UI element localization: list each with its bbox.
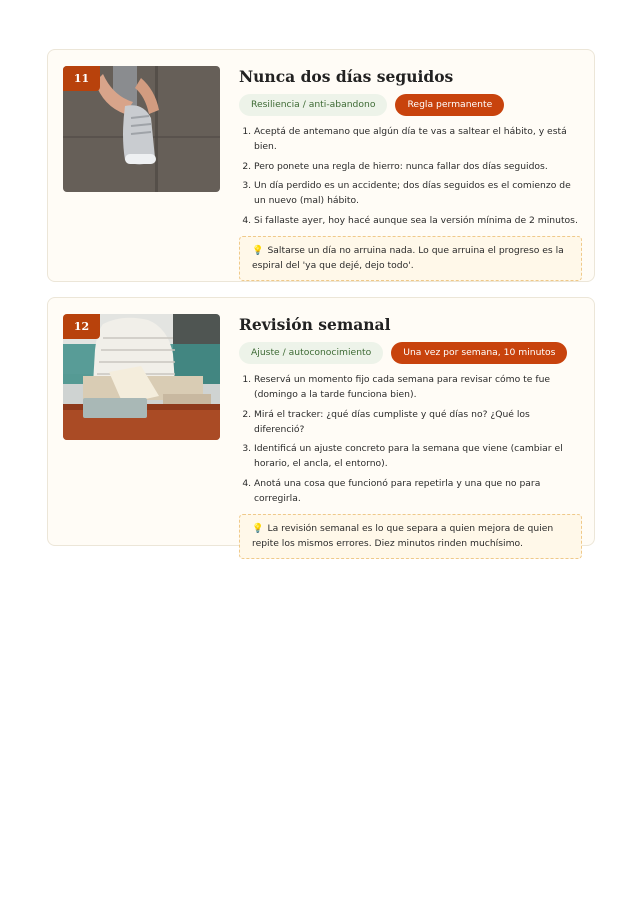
step-item: 3. Identificá un ajuste concreto para la semana que viene (cambiar el horario, el ancla, el entorno). — [254, 441, 582, 471]
step-item: 3. Un día perdido es un accidente; dos días seguidos es el comienzo de un nuevo (mal) hábito. — [254, 178, 582, 208]
tag-row — [239, 342, 582, 364]
lightbulb-icon: 💡 — [252, 522, 264, 534]
lightbulb-icon: 💡 — [252, 244, 264, 256]
card-content — [239, 312, 582, 559]
tip-text: La revisión semanal es lo que separa a quien mejora de quien repite los mismos errores. Diez minutos rinden muchísimo. — [252, 522, 554, 549]
tag-row — [239, 94, 582, 116]
step-item: 4. Si fallaste ayer, hoy hacé aunque sea la versión mínima de 2 minutos. — [254, 213, 582, 228]
category-tag: Resiliencia / anti-abandono — [239, 94, 387, 116]
step-item: 2. Mirá el tracker: ¿qué días cumpliste y qué días no? ¿Qué los diferenció? — [254, 407, 582, 437]
tip-text: Saltarse un día no arruina nada. Lo que arruina el progreso es la espiral del 'ya que dejé, dejo todo'. — [252, 244, 564, 271]
card-number-badge: 12 — [63, 314, 100, 339]
step-item: 4. Anotá una cosa que funcionó para repetirla y una que no para corregirla. — [254, 476, 582, 506]
habit-card — [47, 297, 595, 549]
steps-list — [239, 124, 582, 228]
frequency-tag: Una vez por semana, 10 minutos — [391, 342, 567, 364]
tip-box — [239, 514, 582, 559]
step-item: 1. Reservá un momento fijo cada semana para revisar cómo te fue (domingo a la tarde funciona bien). — [254, 372, 582, 402]
frequency-tag: Regla permanente — [395, 94, 504, 116]
step-item: 1. Aceptá de antemano que algún día te vas a saltear el hábito, y está bien. — [254, 124, 582, 154]
card-title: Nunca dos días seguidos — [239, 67, 454, 86]
card-number-badge: 11 — [63, 66, 100, 91]
steps-list — [239, 372, 582, 506]
category-tag: Ajuste / autoconocimiento — [239, 342, 383, 364]
habit-card — [47, 49, 595, 282]
card-title: Revisión semanal — [239, 315, 391, 334]
step-item: 2. Pero ponete una regla de hierro: nunca fallar dos días seguidos. — [254, 159, 582, 174]
tip-box — [239, 236, 582, 281]
card-content — [239, 64, 582, 281]
